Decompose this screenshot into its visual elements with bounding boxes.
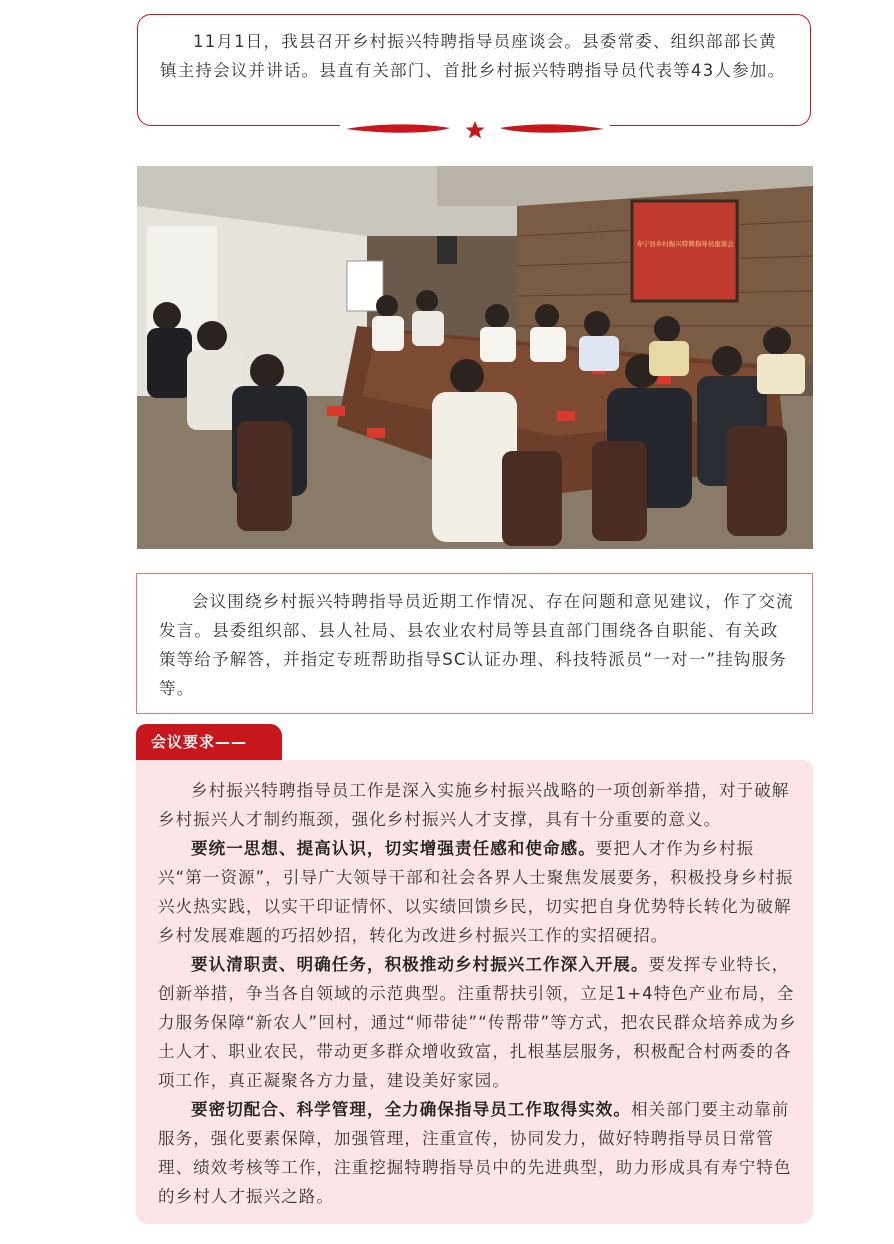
intro-box xyxy=(137,14,811,126)
ribbon-star-ornament xyxy=(340,120,610,140)
requirements-panel xyxy=(136,760,813,1224)
requirement-item-2 xyxy=(158,950,798,1095)
requirement-lead: 要密切配合、科学管理，全力确保指导员工作取得实效。 xyxy=(191,1100,631,1119)
requirement-item-3 xyxy=(158,1095,798,1211)
screen-title: 寿宁县乡村振兴特聘指导员座谈会 xyxy=(636,240,734,248)
intro-text: 11月1日，我县召开乡村振兴特聘指导员座谈会。县委常委、组织部部长黄镇主持会议并讲话。县直有关部门、首批乡村振兴特聘指导员代表等43人参加。 xyxy=(160,32,786,80)
requirement-body: 相关部门要主动靠前服务，强化要素保障，加强管理，注重宣传，协同发力，做好特聘指导员日常管理、绩效考核等工作，注重挖掘特聘指导员中的先进典型，助力形成具有寿宁特色的乡村人才振兴之路。 xyxy=(158,1100,792,1206)
summary-text: 会议围绕乡村振兴特聘指导员近期工作情况、存在问题和意见建议，作了交流发言。县委组织部、县人社局、县农业农村局等县直部门围绕各自职能、有关政策等给予解答，并指定专班帮助指导SC认证办理、科技特派员“一对一”挂钩服务等。 xyxy=(159,592,794,698)
requirements-heading-tab: 会议要求—— xyxy=(136,724,282,760)
requirement-lead: 要认清职责、明确任务，积极推动乡村振兴工作深入开展。 xyxy=(191,955,649,974)
requirement-body: 要发挥专业特长，创新举措，争当各自领域的示范典型。注重帮扶引领，立足1+4特色产业布局，全力服务保障“新农人”回村，通过“师带徒”“传帮带”等方式，把农民群众培养成为乡土人才、职业农民，带动更多群众增收致富，扎根基层服务，积极配合村两委的各项工作，真正凝聚各方力量，建设美好家园。 xyxy=(158,955,797,1090)
requirements-body xyxy=(158,776,798,1211)
requirement-body: 要把人才作为乡村振兴“第一资源”，引导广大领导干部和社会各界人士聚焦发展要务，积极投身乡村振兴火热实践，以实干印证情怀、以实绩回馈乡民，切实把自身优势特长转化为破解乡村发展难题的巧招妙招，转化为改进乡村振兴工作的实招硬招。 xyxy=(158,839,794,945)
star-icon xyxy=(466,121,485,138)
requirements-intro: 乡村振兴特聘指导员工作是深入实施乡村振兴战略的一项创新举措，对于破解乡村振兴人才制约瓶颈，强化乡村振兴人才支撑，具有十分重要的意义。 xyxy=(158,781,790,829)
requirement-item-1 xyxy=(158,834,798,950)
summary-box xyxy=(136,573,813,714)
meeting-photo xyxy=(137,166,813,549)
requirement-lead: 要统一思想、提高认识，切实增强责任感和使命感。 xyxy=(191,839,596,858)
